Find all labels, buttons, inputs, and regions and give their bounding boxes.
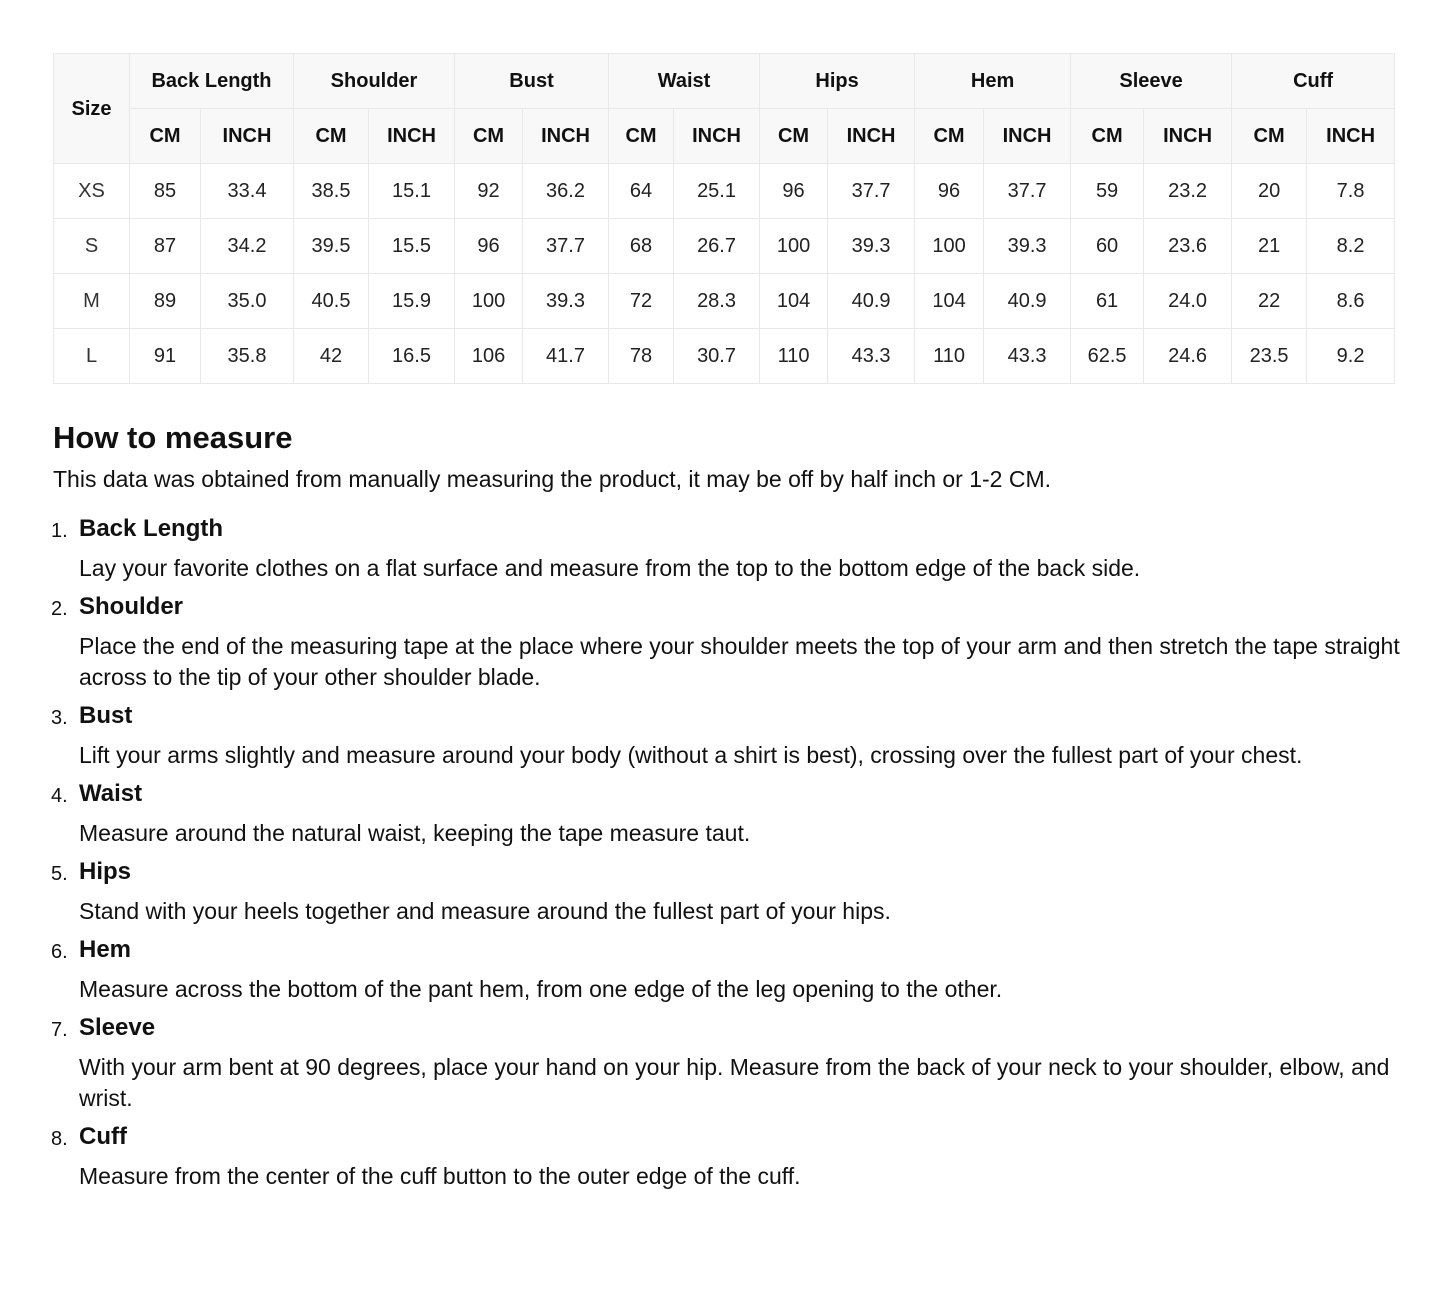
measurement-cell: 39.3 [523, 274, 609, 329]
item-description: Place the end of the measuring tape at the place where your shoulder meets the top of your arm and then stretch the tape straight across to the tip of your other shoulder blade. [79, 633, 1400, 690]
size-label: L [54, 329, 130, 384]
measurement-cell: 24.0 [1144, 274, 1232, 329]
measurement-cell: 39.3 [984, 219, 1071, 274]
unit-header: CM [915, 109, 984, 164]
measurement-instruction-item [53, 1122, 1413, 1192]
measurement-cell: 62.5 [1071, 329, 1144, 384]
item-number: 8. [51, 1128, 68, 1150]
measurement-cell: 21 [1232, 219, 1307, 274]
measurement-cell: 72 [609, 274, 674, 329]
size-label: XS [54, 164, 130, 219]
unit-header: CM [609, 109, 674, 164]
group-header: Shoulder [294, 54, 455, 109]
unit-header: CM [130, 109, 201, 164]
measurement-cell: 61 [1071, 274, 1144, 329]
measurement-cell: 89 [130, 274, 201, 329]
measurement-cell: 40.5 [294, 274, 369, 329]
measurement-cell: 8.6 [1307, 274, 1395, 329]
table-row [54, 329, 1395, 384]
measurement-cell: 39.5 [294, 219, 369, 274]
measurement-cell: 23.6 [1144, 219, 1232, 274]
unit-header: INCH [1144, 109, 1232, 164]
measurement-instruction-item [53, 701, 1413, 771]
measurement-cell: 22 [1232, 274, 1307, 329]
measurement-cell: 16.5 [369, 329, 455, 384]
item-number: 7. [51, 1019, 68, 1041]
measurement-cell: 7.8 [1307, 164, 1395, 219]
item-title: Shoulder [79, 593, 184, 620]
measurement-instruction-item [53, 514, 1413, 584]
item-number: 3. [51, 707, 68, 729]
item-title: Waist [79, 780, 143, 807]
size-chart-table [53, 53, 1395, 384]
table-row [54, 274, 1395, 329]
measurement-cell: 110 [760, 329, 828, 384]
size-column-header: Size [54, 54, 130, 164]
measurement-cell: 15.1 [369, 164, 455, 219]
measurement-cell: 78 [609, 329, 674, 384]
measurement-cell: 104 [760, 274, 828, 329]
measurement-cell: 100 [455, 274, 523, 329]
item-number: 2. [51, 598, 68, 620]
measurement-cell: 100 [760, 219, 828, 274]
item-title: Hips [79, 858, 132, 885]
unit-header: CM [455, 109, 523, 164]
measurement-cell: 96 [760, 164, 828, 219]
measurement-cell: 96 [455, 219, 523, 274]
measurement-cell: 68 [609, 219, 674, 274]
unit-header: INCH [369, 109, 455, 164]
unit-header: INCH [828, 109, 915, 164]
measurement-cell: 23.5 [1232, 329, 1307, 384]
group-header: Waist [609, 54, 760, 109]
measurement-cell: 15.5 [369, 219, 455, 274]
measurement-cell: 59 [1071, 164, 1144, 219]
measurement-cell: 92 [455, 164, 523, 219]
measurement-cell: 87 [130, 219, 201, 274]
measurement-instruction-item [53, 1013, 1413, 1114]
measurement-cell: 36.2 [523, 164, 609, 219]
item-title: Hem [79, 936, 132, 963]
measurement-cell: 96 [915, 164, 984, 219]
table-row [54, 219, 1395, 274]
measurement-cell: 64 [609, 164, 674, 219]
unit-header-row [54, 109, 1395, 164]
measurement-cell: 34.2 [201, 219, 294, 274]
item-description: With your arm bent at 90 degrees, place your hand on your hip. Measure from the back of your neck to your shoulder, elbow, and wrist. [79, 1054, 1390, 1111]
group-header: Bust [455, 54, 609, 109]
measurement-cell: 43.3 [828, 329, 915, 384]
item-description: Stand with your heels together and measure around the fullest part of your hips. [79, 898, 891, 924]
item-title: Cuff [79, 1123, 127, 1150]
measurement-instructions-list [53, 514, 1413, 1192]
measurement-instruction-item [53, 857, 1413, 927]
unit-header: CM [1071, 109, 1144, 164]
item-description: Lay your favorite clothes on a flat surface and measure from the top to the bottom edge of the back side. [79, 555, 1141, 581]
item-title: Back Length [79, 515, 224, 542]
measurement-cell: 40.9 [828, 274, 915, 329]
group-header: Back Length [130, 54, 294, 109]
measurement-cell: 39.3 [828, 219, 915, 274]
how-to-measure-title: How to measure [53, 420, 293, 455]
item-title: Sleeve [79, 1014, 156, 1041]
measurement-cell: 24.6 [1144, 329, 1232, 384]
measurement-cell: 33.4 [201, 164, 294, 219]
measurement-disclaimer: This data was obtained from manually measuring the product, it may be off by half inch or 1-2 CM. [53, 466, 1052, 492]
item-number: 5. [51, 863, 68, 885]
measurement-cell: 43.3 [984, 329, 1071, 384]
unit-header: CM [294, 109, 369, 164]
measurement-cell: 35.8 [201, 329, 294, 384]
measurement-cell: 41.7 [523, 329, 609, 384]
group-header: Hem [915, 54, 1071, 109]
measurement-cell: 106 [455, 329, 523, 384]
measurement-cell: 60 [1071, 219, 1144, 274]
item-description: Lift your arms slightly and measure around your body (without a shirt is best), crossing over the fullest part of your chest. [79, 742, 1303, 768]
measurement-cell: 9.2 [1307, 329, 1395, 384]
measurement-cell: 38.5 [294, 164, 369, 219]
group-header: Cuff [1232, 54, 1395, 109]
group-header: Sleeve [1071, 54, 1232, 109]
size-table-body [54, 164, 1395, 384]
measurement-cell: 30.7 [674, 329, 760, 384]
unit-header: INCH [674, 109, 760, 164]
measurement-cell: 35.0 [201, 274, 294, 329]
measurement-cell: 85 [130, 164, 201, 219]
item-number: 6. [51, 941, 68, 963]
size-label: S [54, 219, 130, 274]
table-row [54, 164, 1395, 219]
unit-header: CM [1232, 109, 1307, 164]
unit-header: INCH [984, 109, 1071, 164]
measurement-cell: 91 [130, 329, 201, 384]
how-to-measure-section [53, 418, 1413, 1200]
item-title: Bust [79, 702, 133, 729]
measurement-group-header-row [54, 54, 1395, 109]
measurement-cell: 100 [915, 219, 984, 274]
unit-header: CM [760, 109, 828, 164]
item-description: Measure from the center of the cuff button to the outer edge of the cuff. [79, 1163, 801, 1189]
item-number: 4. [51, 785, 68, 807]
measurement-cell: 20 [1232, 164, 1307, 219]
unit-header: INCH [201, 109, 294, 164]
measurement-cell: 104 [915, 274, 984, 329]
measurement-cell: 37.7 [984, 164, 1071, 219]
unit-header: INCH [1307, 109, 1395, 164]
measurement-cell: 40.9 [984, 274, 1071, 329]
item-description: Measure across the bottom of the pant hem, from one edge of the leg opening to the other. [79, 976, 1003, 1002]
item-number: 1. [51, 520, 68, 542]
item-description: Measure around the natural waist, keeping the tape measure taut. [79, 820, 751, 846]
size-label: M [54, 274, 130, 329]
measurement-cell: 42 [294, 329, 369, 384]
measurement-cell: 110 [915, 329, 984, 384]
measurement-cell: 37.7 [828, 164, 915, 219]
measurement-cell: 26.7 [674, 219, 760, 274]
unit-header: INCH [523, 109, 609, 164]
group-header: Hips [760, 54, 915, 109]
measurement-cell: 37.7 [523, 219, 609, 274]
measurement-cell: 23.2 [1144, 164, 1232, 219]
measurement-instruction-item [53, 779, 1413, 849]
measurement-instruction-item [53, 935, 1413, 1005]
measurement-instruction-item [53, 592, 1413, 693]
measurement-cell: 15.9 [369, 274, 455, 329]
measurement-cell: 25.1 [674, 164, 760, 219]
measurement-cell: 8.2 [1307, 219, 1395, 274]
measurement-cell: 28.3 [674, 274, 760, 329]
